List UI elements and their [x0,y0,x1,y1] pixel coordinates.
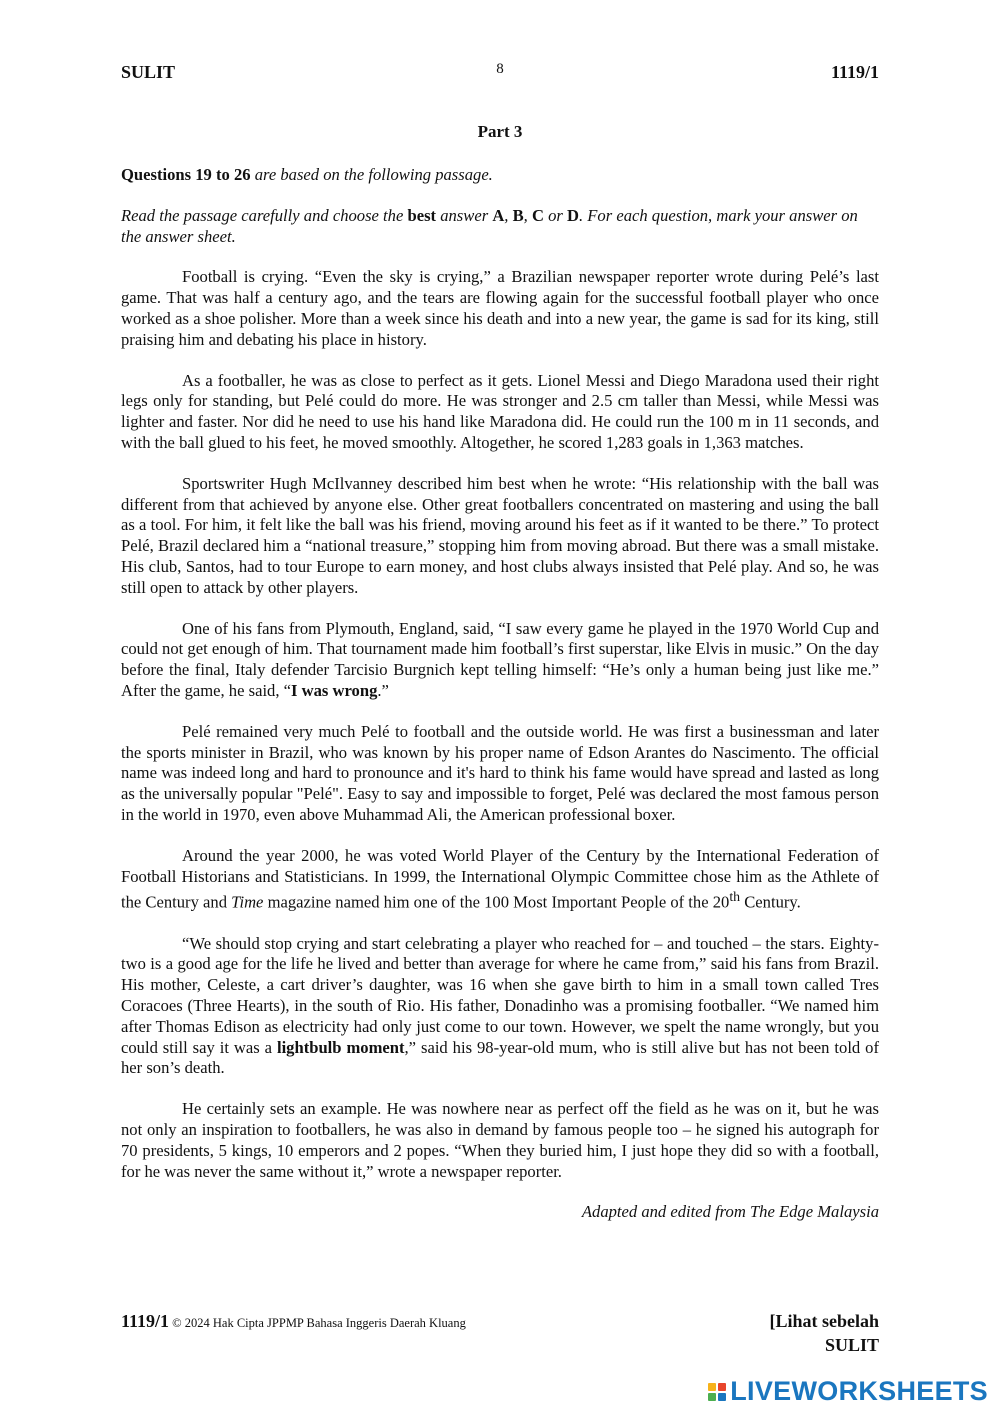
p6-text-c: Century. [740,892,801,912]
header-paper-code: 1119/1 [830,62,879,82]
part-title: Part 3 [477,122,523,141]
logo-square-4 [718,1393,726,1401]
liveworksheets-logo [708,1376,988,1407]
p4-text-b: .” [377,680,389,700]
instr-part-b: answer [436,205,493,225]
header-sulit-left: SULIT [121,62,176,82]
paragraph-8: He certainly sets an example. He was nowhere near as perfect off the field as he was on it, but he was not only an inspiration to footballers, he was also in demand by famous people too – he signed his autograph for 70 presidents, 5 kings, 10 emperors and 2 popes. “When they buried him, I just hope they did so with a football, for he was never the same without it,” wrote a newspaper reporter. [121,1099,879,1181]
p7-text-a: “We should stop crying and start celebrating a player who reached for – and touched – the stars. Eighty-two is a good age for the life he lived and better than average for where he came from,” said his fans from Brazil. His mother, Celeste, a cart driver’s daughter, was 16 when she gave birth to him in a small town called Tres Coracoes (Three Hearts), in the south of Rio. His father, Donadinho was a promising footballer. “We named him after Thomas Edison as electricity had only just come to our town. However, we spelt the name wrongly, but you could still say it was a [121,933,879,1057]
footer-copyright: © 2024 Hak Cipta JPPMP Bahasa Inggeris Daerah Kluang [169,1316,466,1330]
p4-text-a: One of his fans from Plymouth, England, said, “I saw every game he played in the 1970 World Cup and could not get enough of him. That tournament made him football’s first superstar, like Elvis in music.” On the day before the final, Italy defender Tarcisio Burgnich kept telling himself: “He’s only a human being just like me.” After the game, he said, “ [121,618,879,700]
paragraph-7 [121,934,879,1080]
paragraph-4 [121,619,879,702]
logo-square-3 [708,1393,716,1401]
source-credit: Adapted and edited from The Edge Malaysia [581,1202,879,1222]
p6-superscript: th [729,889,741,905]
p7-bold-phrase: lightbulb moment [276,1037,405,1057]
p6-time-italic: Time [231,892,264,912]
instr-sep-1: , [504,205,513,225]
liveworksheets-logo-icon [708,1383,726,1401]
footer-left [121,1311,466,1332]
paragraph-3: Sportswriter Hugh McIlvanney described him best when he wrote: “His relationship with the ball was different from that achieved by anyone else. Other great footballers concentrated on mastering and using the ball as a tool. For him, it felt like the ball was his friend, moving around his feet as if it wanted to be there.” To protect Pelé, Brazil declared him a “national treasure,” stopping him from moving abroad. But there was a small mistake. His club, Santos, had to tour Europe to earn money, and host clubs always insisted that Pelé play. And so, he was still open to attack by other players. [121,473,879,597]
instructions [121,206,879,248]
p4-bold-phrase: I was wrong [291,680,378,700]
footer-right [769,1309,879,1357]
p7-text-b: ,” said his 98-year-old mum, who is still alive but has not been told of her son’s death. [121,1037,879,1078]
footer-turn-page: [Lihat sebelah [769,1311,879,1331]
page-number: 8 [496,61,504,77]
paragraph-2: As a footballer, he was as close to perfect as it gets. Lionel Messi and Diego Maradona used their right legs only for standing, but Pelé could do more. He was stronger and 2.5 cm taller than Messi, while Messi was lighter and faster. Nor did he need to use his hand like Maradona did. He could run the 100 m in 11 seconds, and with the ball glued to his feet, he moved smoothly. Altogether, he scored 1,283 goals in 1,363 matches. [121,370,879,452]
questions-intro [121,165,879,186]
logo-square-2 [718,1383,726,1391]
questions-rest: are based on the following passage. [250,165,493,184]
p6-text-a: Around the year 2000, he was voted World Player of the Century by the International Federation of Football Historians and Statisticians. In 1999, the International Olympic Committee chose him as the Athlete of the Century and [121,845,879,912]
instr-part-c: . For each question, mark your answer on the answer sheet. [121,205,858,246]
questions-range: Questions 19 to 26 [121,165,251,184]
passage-content [121,165,879,1223]
option-d: D [567,205,579,225]
option-c: C [531,205,544,225]
paragraph-1: Football is crying. “Even the sky is crying,” a Brazilian newspaper reporter wrote during Pelé’s last game. That was half a century ago, and the tears are flowing again for the successful football player who once worked as a shoe polisher. More than a week since his death and into a new year, the game is sad for its king, still praising him and debating his place in history. [121,267,879,349]
footer-sulit: SULIT [824,1335,879,1355]
footer-code: 1119/1 [121,1311,170,1331]
paragraph-5: Pelé remained very much Pelé to football and the outside world. He was first a businessman and later the sports minister in Brazil, who was known by his proper name of Edson Arantes do Nascimento. The official name was indeed long and hard to pronounce and it's hard to think his fame would have spread and lasted as long as the universally popular "Pelé". Easy to say and impossible to forget, Pelé was declared the most famous person in the world in 1970, even above Muhammad Ali, the American professional boxer. [121,721,879,824]
liveworksheets-logo-text: LIVEWORKSHEETS [730,1376,988,1406]
option-a: A [492,205,505,225]
instr-part-a: Read the passage carefully and choose the [121,205,408,225]
instr-or: or [543,205,568,225]
instr-best: best [407,205,437,225]
instr-sep-2: , [523,205,532,225]
p6-text-b: magazine named him one of the 100 Most Important People of the 20 [263,892,730,912]
option-b: B [512,205,524,225]
paragraph-6 [121,846,879,914]
logo-square-1 [708,1383,716,1391]
